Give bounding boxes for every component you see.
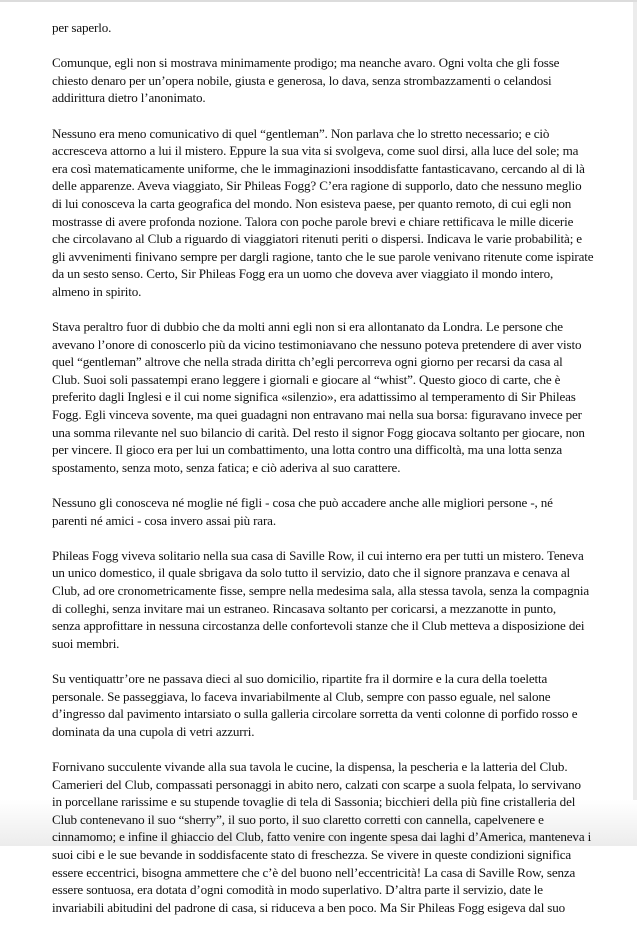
text-line: mostrasse di avere profonda nozione. Talora con poche parole brevi e chiare rettificava le mille dicerie	[52, 213, 574, 229]
text-line: essere sontuosa, era dotata d’ogni comodità in modo superlativo. D’altra parte il servizio, date le	[52, 882, 543, 898]
text-line: essere eccentrici, bisogna ammettere che c’è del buono nell’eccentricità! La casa di Saville Row, senza	[52, 864, 576, 880]
paragraph	[52, 54, 572, 107]
text-line: che circolavano al Club a riguardo di viaggiatori ritenuti periti o dispersi. Indicava le varie probabilità; e	[52, 231, 582, 247]
text-line: Stava peraltro fuor di dubbio che da molti anni egli non si era allontanato da Londra. Le persone che	[52, 319, 563, 335]
text-line: Club. Suoi soli passatempi erano leggere i giornali e giocare al “whist”. Questo gioco di carte, che è	[52, 371, 561, 387]
text-line: chiesto denaro per un’opera nobile, giusta e generosa, lo dava, senza strombazzamenti o celandosi	[52, 72, 552, 88]
text-line: da un sesto senso. Certo, Sir Phileas Fogg era un uomo che doveva aver viaggiato il mondo intero,	[52, 266, 554, 282]
text-line: una somma rilevante nel suo bilancio di carità. Del resto il signor Fogg giocava soltanto per giocare, non	[52, 424, 585, 440]
text-line: preferito dagli Inglesi e il cui nome significa «silenzio», era adattissimo al temperamento di Sir Phileas	[52, 389, 576, 405]
text-line: un unico domestico, il quale sbrigava da solo tutto il servizio, dato che il signore pranzava e cenava al	[52, 565, 571, 581]
text-line: Fornivano succulente vivande alla sua tavola le cucine, la dispensa, la pescheria e la latteria del Club.	[52, 758, 568, 774]
text-line: per saperlo.	[52, 20, 112, 35]
paragraph	[52, 318, 585, 476]
text-line: gli avvenimenti finivano sempre per dargli ragione, tanto che le sue parole venivano ritenute come ispirate	[52, 248, 594, 264]
text-line: Comunque, egli non si mostrava minimamente prodigo; ma neanche avaro. Ogni volta che gli fosse	[52, 55, 560, 71]
text-line: d’ingresso dal pavimento intarsiato o sulla galleria circolare sorretta da venti colonne di porfido rosso e	[52, 706, 578, 722]
paragraph	[52, 19, 572, 37]
text-line: Phileas Fogg viveva solitario nella sua casa di Saville Row, il cui interno era per tutti un mistero. Teneva	[52, 547, 584, 563]
text-line: Su ventiquattr’ore ne passava dieci al suo domicilio, ripartite fra il dormire e la cura della toeletta	[52, 670, 548, 686]
text-line: spostamento, senza moto, senza fatica; e ciò aderiva al suo carattere.	[52, 459, 401, 475]
scrollbar-track[interactable]	[633, 2, 637, 846]
text-line: almeno in spirito.	[52, 283, 142, 299]
text-line: avevano l’onore di conoscerlo più da vicino testimoniavano che nessuno poteva pretendere di aver visto	[52, 336, 582, 352]
text-line: era così matematicamente uniforme, che le immaginazioni insoddisfatte fantasticavano, cercando al di là	[52, 160, 585, 176]
text-line: invariabili abitudini del padrone di casa, si riduceva a ben poco. Ma Sir Phileas Fogg esigeva dal suo	[52, 899, 566, 915]
text-line: Nessuno gli conosceva né moglie né figli - cosa che può accadere anche alle migliori persone -, né	[52, 495, 553, 511]
text-line: per vincere. Il gioco era per lui un combattimento, una lotta contro una difficoltà, ma una lotta senza	[52, 442, 563, 458]
text-line: Nessuno era meno comunicativo di quel “gentleman”. Non parlava che lo stretto necessario; e ciò	[52, 125, 550, 141]
text-line: quel “gentleman” altrove che nella strada diritta ch’egli percorreva ogni giorno per recarsi da casa al	[52, 354, 563, 370]
text-line: addirittura dietro l’anonimato.	[52, 90, 206, 106]
paragraph	[52, 547, 590, 653]
paragraph	[52, 670, 578, 740]
text-line: parenti né amici - cosa invero assai più rara.	[52, 512, 276, 528]
document-page	[52, 19, 594, 934]
text-line: suoi cibi e le sue bevande in soddisfacente stato di freschezza. Se vivere in queste condizioni significa	[52, 846, 572, 862]
text-line: accresceva attorno a lui il mistero. Eppure la sua vita si svolgeva, come suol dirsi, alla luce del sole; ma	[52, 143, 579, 159]
text-line: personale. Se passeggiava, lo faceva invariabilmente al Club, sempre con passo eguale, nel salone	[52, 688, 551, 704]
text-line: di colleghi, senza invitare mai un estraneo. Rincasava soltanto per coricarsi, a mezzanotte in punto,	[52, 600, 557, 616]
page-top-border	[0, 0, 637, 2]
paragraph	[52, 125, 594, 301]
paragraph	[52, 758, 592, 916]
text-line: Camerieri del Club, compassati personaggi in abito nero, calzati con scarpe a suola felpata, lo servivano	[52, 776, 581, 792]
paragraph	[52, 494, 572, 529]
text-line: Club, ad ore cronometricamente fisse, sempre nella medesima sala, alla stessa tavola, senza la compagnia	[52, 583, 590, 598]
text-line: di lui conosceva la carta geografica del mondo. Non esisteva paese, per quanto remoto, di cui egli non	[52, 195, 572, 211]
text-line: in porcellane rarissime e su stupende tovaglie di tela di Sassonia; bicchieri della più fine cristalleria del	[52, 794, 576, 810]
text-line: cinnamomo; e infine il ghiaccio del Club, fatto venire con ingente spesa dai laghi d’America, manteneva i	[52, 829, 592, 845]
text-line: delle apparenze. Aveva viaggiato, Sir Phileas Fogg? C’era ragione di supporlo, dato che nessuno meglio	[52, 178, 582, 194]
text-line: dominata da una cupola di vetri azzurri.	[52, 723, 255, 739]
text-line: Fogg. Egli vinceva sovente, ma quei guadagni non entravano mai nella sua borsa: figuravano invece per	[52, 407, 582, 423]
text-line: senza approfittare in nessuna circostanza delle confortevoli stanze che il Club metteva a disposizione dei	[52, 618, 585, 634]
text-line: suoi membri.	[52, 635, 120, 651]
text-line: Club contenevano il suo “sherry”, il suo porto, il suo claretto corretti con cannella, capelvenere e	[52, 811, 544, 827]
